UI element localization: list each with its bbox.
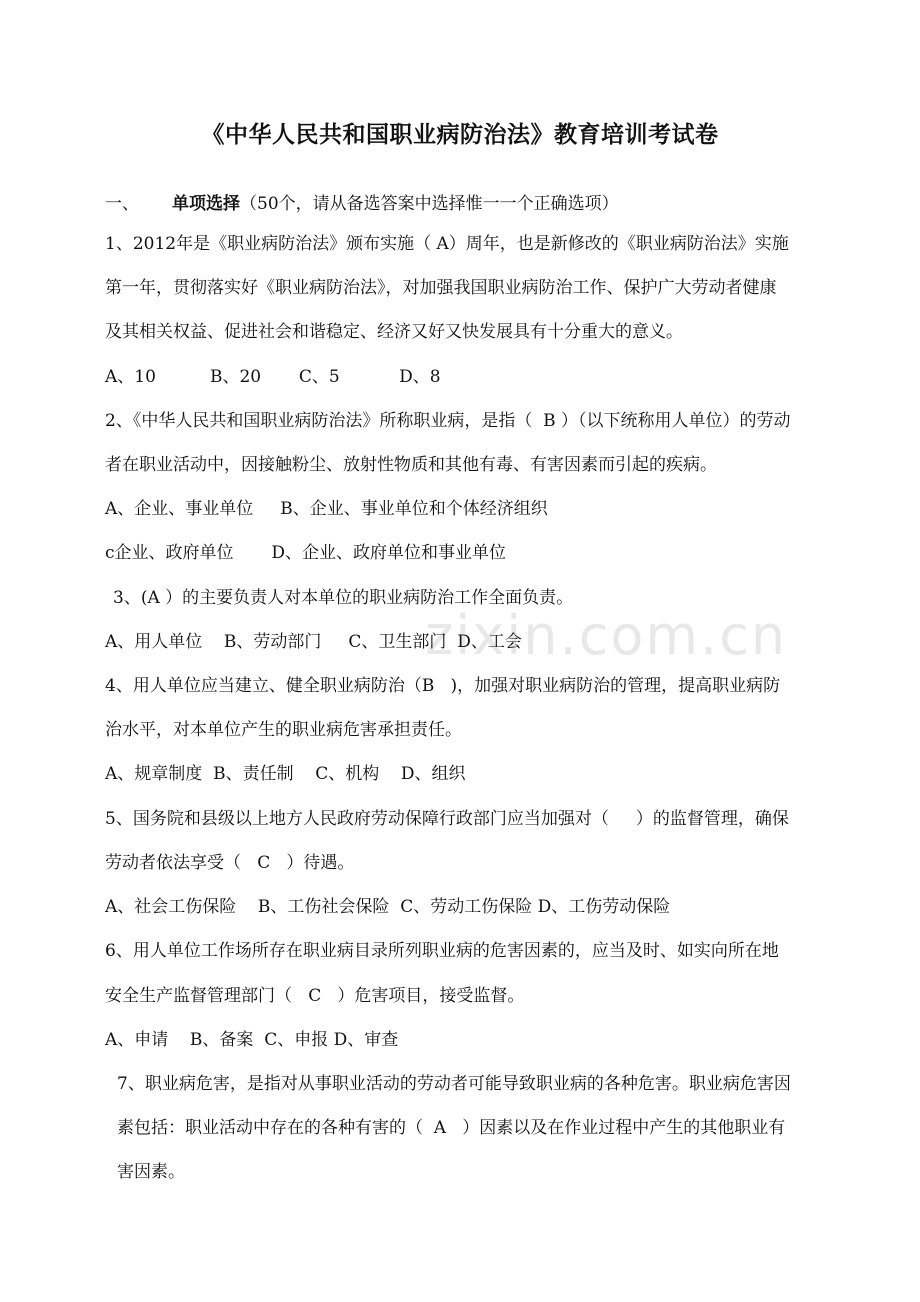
question-1-line-1: 1、2012年是《职业病防治法》颁布实施（ A）周年，也是新修改的《职业病防治法》实施 bbox=[105, 234, 789, 254]
question-5-line-2: 劳动者依法享受（ C ）待遇。 bbox=[105, 853, 355, 873]
question-2-options-2: c企业、政府单位 D、企业、政府单位和事业单位 bbox=[105, 543, 506, 563]
watermark: zixin.com.cn bbox=[425, 604, 788, 667]
question-1-line-2: 第一年，贯彻落实好《职业病防治法》，对加强我国职业病防治工作、保护广大劳动者健康 bbox=[105, 278, 777, 298]
question-1-options: A、10 B、20 C、5 D、8 bbox=[105, 367, 441, 387]
document-title: 《中华人民共和国职业病防治法》教育培训考试卷 bbox=[201, 122, 719, 148]
question-4-line-1: 4、用人单位应当建立、健全职业病防治（B )，加强对职业病防治的管理，提高职业病防 bbox=[105, 676, 781, 696]
question-4-line-2: 治水平，对本单位产生的职业病危害承担责任。 bbox=[105, 720, 462, 740]
section-heading-label: 单项选择 bbox=[172, 194, 240, 214]
question-6-line-1: 6、用人单位工作场所存在职业病目录所列职业病的危害因素的，应当及时、如实向所在地 bbox=[105, 941, 779, 961]
question-1-line-3: 及其相关权益、促进社会和谐稳定、经济又好又快发展具有十分重大的意义。 bbox=[105, 322, 683, 342]
section-heading-note: （50个，请从备选答案中选择惟一一个正确选项） bbox=[240, 194, 619, 214]
question-2-line-2: 者在职业活动中，因接触粉尘、放射性物质和其他有毒、有害因素而引起的疾病。 bbox=[105, 455, 717, 475]
question-2-line-1: 2、《中华人民共和国职业病防治法》所称职业病，是指（ B ）（以下统称用人单位）的劳动 bbox=[105, 411, 791, 431]
question-3-options: A、用人单位 B、劳动部门 C、卫生部门 D、工会 bbox=[105, 632, 522, 652]
question-7-line-2: 素包括：职业活动中存在的各种有害的（ A ）因素以及在作业过程中产生的其他职业有 bbox=[117, 1118, 786, 1138]
section-heading bbox=[172, 189, 619, 214]
question-7-line-1: 7、职业病危害，是指对从事职业活动的劳动者可能导致职业病的各种危害。职业病危害因 bbox=[117, 1074, 791, 1094]
question-7-line-3: 害因素。 bbox=[117, 1162, 185, 1182]
question-3-line-1: 3、(A ）的主要负责人对本单位的职业病防治工作全面负责。 bbox=[113, 588, 574, 608]
question-5-options: A、社会工伤保险 B、工伤社会保险 C、劳动工伤保险 D、工伤劳动保险 bbox=[105, 897, 671, 917]
question-4-options: A、规章制度 B、责任制 C、机构 D、组织 bbox=[105, 764, 466, 784]
question-6-options: A、申请 B、备案 C、申报 D、审查 bbox=[105, 1030, 399, 1050]
question-5-line-1: 5、国务院和县级以上地方人民政府劳动保障行政部门应当加强对（ ）的监督管理，确保 bbox=[105, 809, 789, 829]
section-number: 一、 bbox=[105, 194, 139, 214]
question-2-options-1: A、企业、事业单位 B、企业、事业单位和个体经济组织 bbox=[105, 499, 548, 519]
question-6-line-2: 安全生产监督管理部门（ C ）危害项目，接受监督。 bbox=[105, 986, 525, 1006]
